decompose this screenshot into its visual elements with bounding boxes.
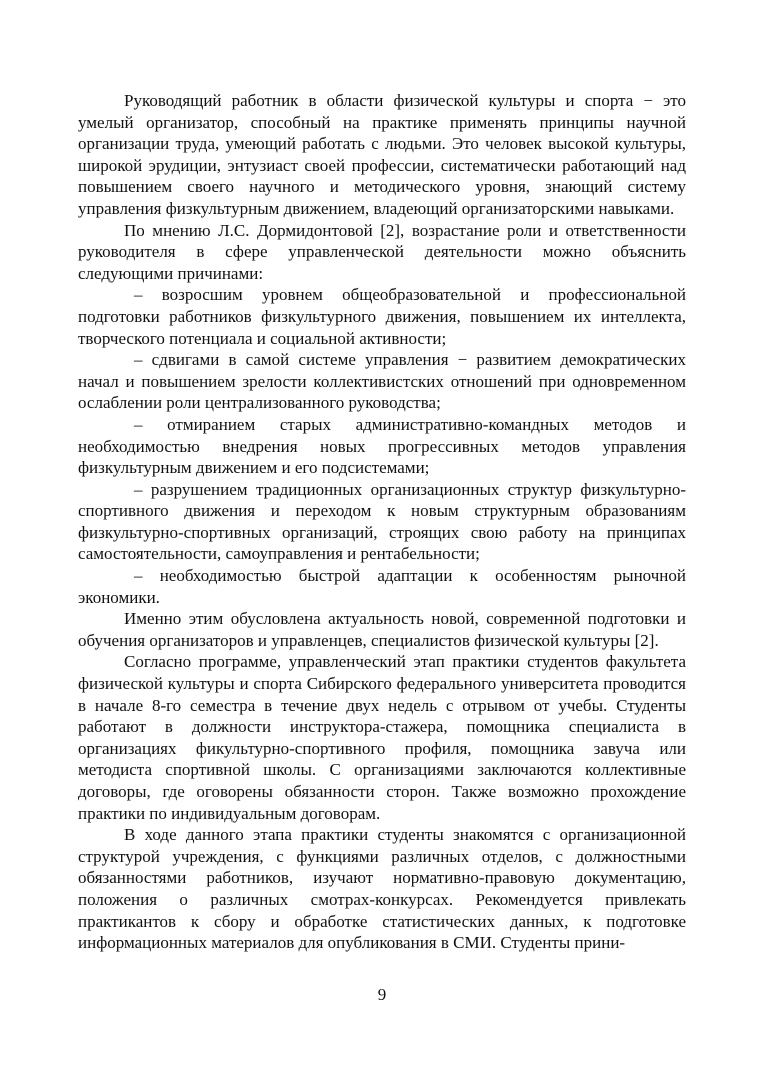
page-number: 9 bbox=[377, 985, 387, 1004]
list-item-reason-2: – сдвигами в самой системе управления − развитием демократических начал и повышением зрелости коллективистских отношений при одновременном ослаблении роли централизованного руководства; bbox=[78, 350, 686, 413]
list-item-reason-1: – возросшим уровнем общеобразовательной и профессиональной подготовки работников физкультурного движения, повышением их интеллекта, творческого потенциала и социальной активности; bbox=[78, 285, 686, 348]
list-item-reason-5: – необходимостью быстрой адаптации к особенностям рыночной экономики. bbox=[78, 566, 686, 607]
paragraph-practice-stage: В ходе данного этапа практики студенты знакомятся с организационной структурой учреждения, с функциями различных отделов, с должностными обязанностями работников, изучают нормативно-правовую документацию, положения о различных смотрах-конкурсах. Рекомендуется привлекать практикантов к сбору и обработке статистических данных, к подготовке информационных материалов для опубликования в СМИ. Студенты прини- bbox=[78, 825, 686, 953]
paragraph-program: Согласно программе, управленческий этап практики студентов факультета физической культуры и спорта Сибирского федерального университета проводится в начале 8-го семестра в течение двух недель с отрывом от учебы. Студенты работают в должности инструктора-стажера, помощника специалиста в организациях фикультурно-спортивного профиля, помощника завуча или методиста спортивной школы. С организациями заключаются коллективные договоры, где оговорены обязанности сторон. Также возможно прохождение практики по индивидуальным договорам. bbox=[78, 652, 686, 823]
paragraph-manager-definition: Руководящий работник в области физической культуры и спорта − это умелый организатор, способный на практике применять принципы научной организации труда, умеющий работать с людьми. Это человек высокой культуры, широкой эрудиции, энтузиаст своей профессии, систематически работающий над повышением своего научного и методического уровня, знающий систему управления физкультурным движением, владеющий организаторскими навыками. bbox=[78, 91, 686, 218]
list-item-reason-4: – разрушением традиционных организационных структур физкультурно-спортивного движения и переходом к новым структурным образованиям физкультурно-спортивных организаций, строящих свою работу на принципах самостоятельности, самоуправления и рентабельности; bbox=[78, 479, 686, 564]
paragraph-dormidontova-reasons: По мнению Л.С. Дормидонтовой [2], возрастание роли и ответственности руководителя в сфере управленческой деятельности можно объяснить следующими причинами: bbox=[78, 220, 686, 283]
paragraph-relevance: Именно этим обусловлена актуальность новой, современной подготовки и обучения организаторов и управленцев, специалистов физической культуры [2]. bbox=[78, 609, 686, 650]
list-item-reason-3: – отмиранием старых административно-командных методов и необходимостью внедрения новых прогрессивных методов управления физкультурным движением и его подсистемами; bbox=[78, 414, 686, 478]
page-body bbox=[78, 90, 686, 954]
